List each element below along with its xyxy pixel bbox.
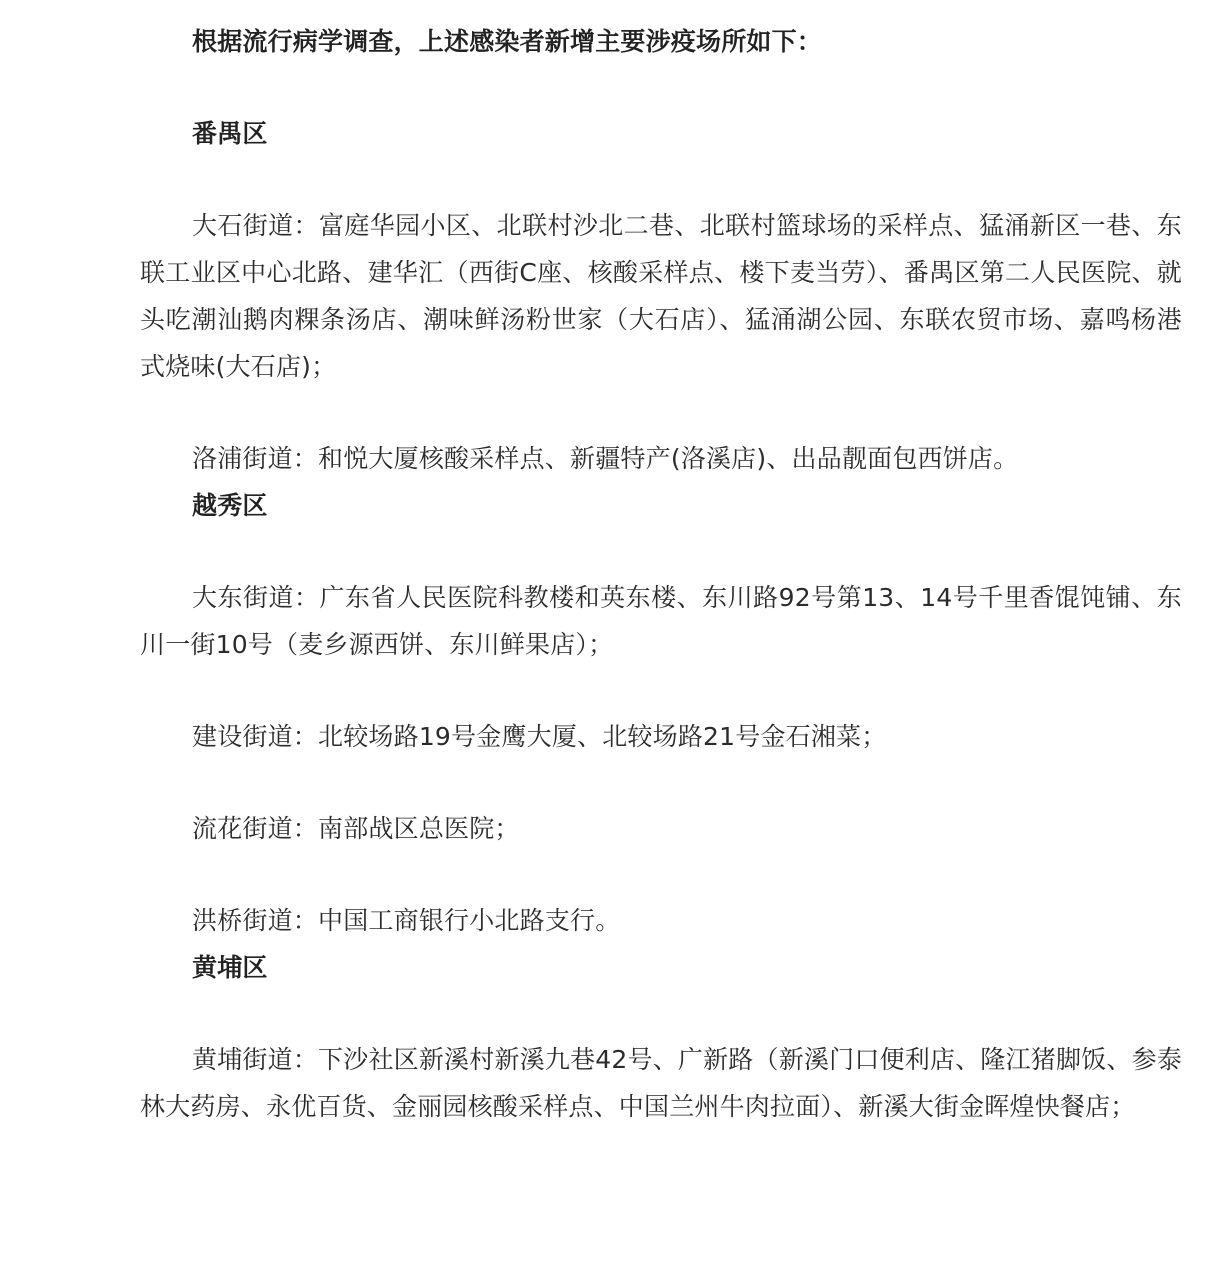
street-places: 南部战区总医院； (318, 814, 520, 843)
district-section (140, 482, 1182, 944)
intro-paragraph: 根据流行病学调查，上述感染者新增主要涉疫场所如下： (192, 27, 823, 56)
street-places: 中国工商银行小北路支行。 (318, 906, 621, 935)
street-name: 建设街道： (192, 722, 319, 751)
district-section (140, 944, 1182, 1130)
street-paragraph (140, 574, 1182, 668)
street-paragraph (140, 202, 1182, 390)
street-paragraph (140, 897, 1182, 944)
street-name: 流花街道： (192, 814, 319, 843)
street-name: 黄埔街道： (192, 1045, 319, 1074)
street-places: 北较场路19号金鹰大厦、北较场路21号金石湘菜； (318, 722, 887, 751)
street-paragraph (140, 435, 1182, 482)
street-places: 富庭华园小区、北联村沙北二巷、北联村篮球场的采样点、猛涌新区一巷、东联工业区中心北路、建华汇（西街C座、核酸采样点、楼下麦当劳）、番禺区第二人民医院、就头吃潮汕鹅肉粿条汤店、潮味鲜汤粉世家（大石店）、猛涌湖公园、东联农贸市场、嘉鸣杨港式烧味(大石店)； (140, 211, 1182, 381)
district-title: 越秀区 (192, 491, 268, 520)
street-paragraph (140, 1036, 1182, 1130)
street-name: 大石街道： (192, 211, 319, 240)
street-name: 大东街道： (192, 583, 320, 612)
street-name: 洛浦街道： (192, 444, 319, 473)
street-paragraph (140, 713, 1182, 760)
street-places: 下沙社区新溪村新溪九巷42号、广新路（新溪门口便利店、隆江猪脚饭、参泰林大药房、永优百货、金丽园核酸采样点、中国兰州牛肉拉面）、新溪大街金晖煌快餐店； (140, 1045, 1182, 1121)
article-body (140, 18, 1182, 1130)
street-places: 广东省人民医院科教楼和英东楼、东川路92号第13、14号千里香馄饨铺、东川一街10号（麦乡源西饼、东川鲜果店）； (140, 583, 1182, 659)
street-paragraph (140, 805, 1182, 852)
street-places: 和悦大厦核酸采样点、新疆特产(洛溪店)、出品靓面包西饼店。 (318, 444, 1019, 473)
district-section (140, 110, 1182, 482)
district-title: 番禺区 (192, 119, 268, 148)
street-name: 洪桥街道： (192, 906, 319, 935)
district-title: 黄埔区 (192, 953, 268, 982)
